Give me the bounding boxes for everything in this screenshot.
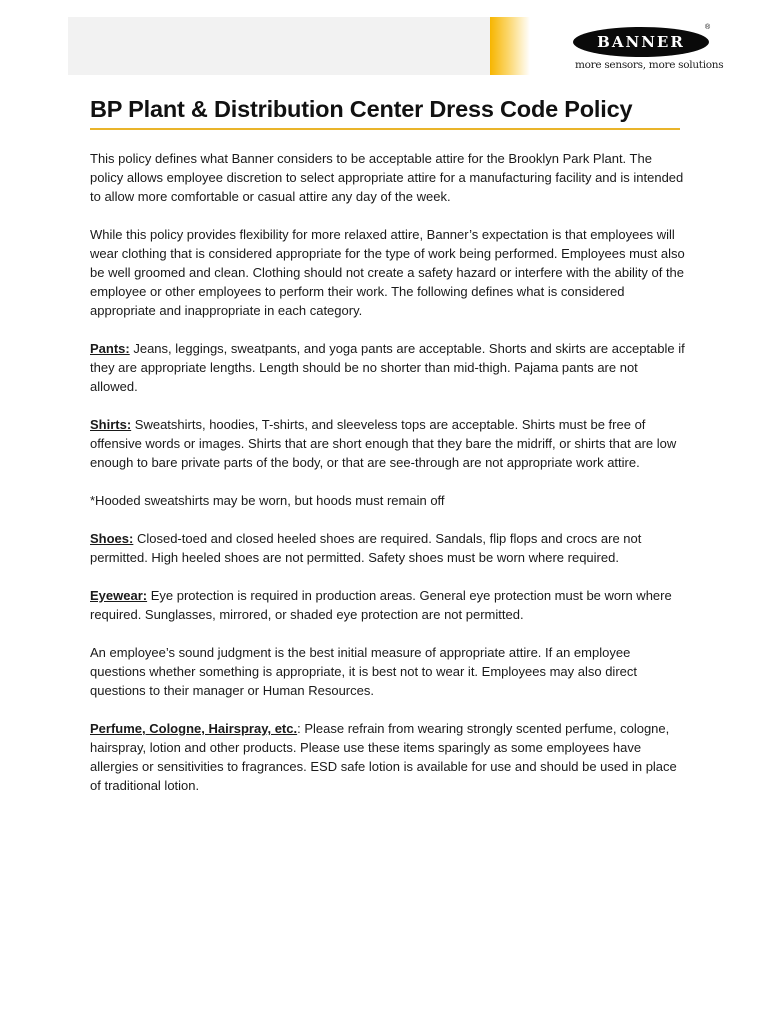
logo-wordmark: BANNER xyxy=(597,33,685,51)
expectation-paragraph: While this policy provides flexibility for more relaxed attire, Banner’s expectation is that employees will wear clothing that is considered appropriate for the type of work being performed. Employees must also be well groomed and clean. Clothing should not create a safety hazard or interfere with the ability of the employee or other employees to perform their work. The following defines what is considered appropriate and inappropriate in each category. xyxy=(90,227,685,318)
pants-label: Pants: xyxy=(90,341,130,356)
shirts-text: Sweatshirts, hoodies, T-shirts, and sleeveless tops are acceptable. Shirts must be free of offensive words or images. Shirts that are short enough that they bare the midriff, or shirts that are low enough to bare private parts of the body, or that are see-through are not appropriate work attire. xyxy=(90,417,677,470)
intro-paragraph: This policy defines what Banner considers to be acceptable attire for the Brooklyn Park Plant. The policy allows employee discretion to select appropriate attire for a manufacturing facility and is intended to allow more comfortable or casual attire any day of the week. xyxy=(90,151,684,204)
eyewear-paragraph xyxy=(90,586,686,624)
shoes-label: Shoes: xyxy=(90,531,134,546)
shirts-paragraph xyxy=(90,415,686,472)
judgment-paragraph: An employee’s sound judgment is the best initial measure of appropriate attire. If an employee questions whether something is appropriate, it is best not to wear it. Employees may also direct questions to their manager or Human Resources. xyxy=(90,645,637,698)
shirts-label: Shirts: xyxy=(90,417,132,432)
perfume-label: Perfume, Cologne, Hairspray, etc. xyxy=(90,721,298,736)
document-title: BP Plant & Distribution Center Dress Code Policy xyxy=(90,96,633,122)
hoodie-note: *Hooded sweatshirts may be worn, but hoods must remain off xyxy=(90,493,445,508)
header-band xyxy=(68,17,490,75)
shoes-text: Closed-toed and closed heeled shoes are required. Sandals, flip flops and crocs are not permitted. High heeled shoes are not permitted. Safety shoes must be worn where required. xyxy=(90,531,642,565)
title-underline-rule xyxy=(90,128,680,130)
shoes-paragraph xyxy=(90,529,686,567)
perfume-text: : Please refrain from wearing strongly scented perfume, cologne, hairspray, lotion and other products. Please use these items sparingly as some employees have allergies or sensitivities to fragrances. ESD safe lotion is available for use and should be used in place of traditional lotion. xyxy=(90,721,677,793)
eyewear-text: Eye protection is required in production areas. General eye protection must be worn where required. Sunglasses, mirrored, or shaded eye protection are not permitted. xyxy=(90,588,672,622)
policy-body xyxy=(90,149,686,814)
eyewear-label: Eyewear: xyxy=(90,588,148,603)
pants-text: Jeans, leggings, sweatpants, and yoga pants are acceptable. Shorts and skirts are acceptable if they are appropriate lengths. Length should be no shorter than mid-thigh. Pajama pants are not allowed. xyxy=(90,341,685,394)
perfume-paragraph xyxy=(90,719,686,795)
logo-tagline: more sensors, more solutions xyxy=(575,59,724,71)
logo-registered-mark: ® xyxy=(705,24,711,31)
pants-paragraph xyxy=(90,339,686,396)
banner-logo xyxy=(572,24,724,74)
header-accent-gradient xyxy=(490,17,530,75)
